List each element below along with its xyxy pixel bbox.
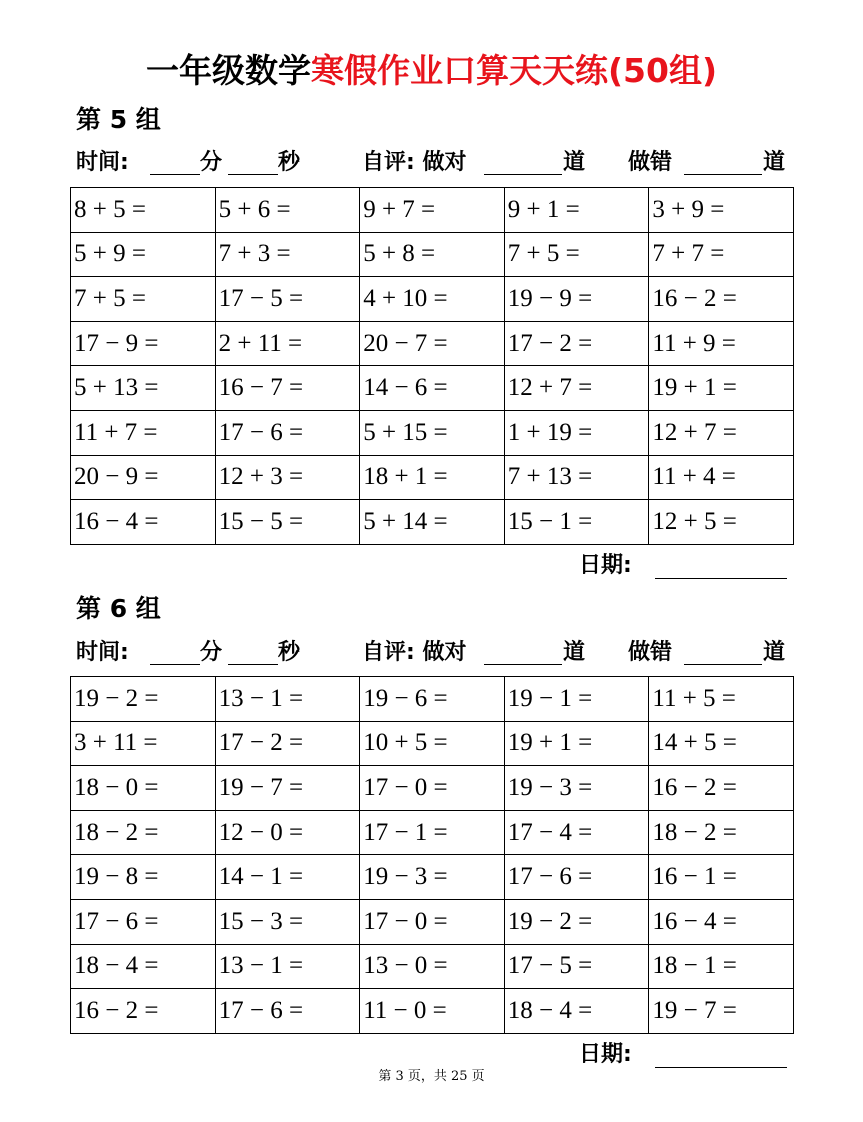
seconds-blank[interactable] [228, 664, 278, 665]
problem-cell[interactable]: 7 + 7 = [649, 232, 794, 277]
problem-cell[interactable]: 18 + 1 = [360, 455, 505, 500]
problem-cell[interactable]: 16 − 4 = [71, 500, 216, 545]
problem-cell[interactable]: 5 + 9 = [71, 232, 216, 277]
problem-cell[interactable]: 15 − 5 = [215, 500, 360, 545]
problem-cell[interactable]: 11 + 7 = [71, 410, 216, 455]
date-blank[interactable] [655, 578, 787, 579]
problem-cell[interactable]: 9 + 7 = [360, 188, 505, 233]
drill-table [70, 676, 794, 1034]
table-row [71, 677, 794, 722]
time-label: 时间: [76, 640, 129, 665]
problem-cell[interactable]: 7 + 5 = [71, 277, 216, 322]
problem-cell[interactable]: 17 − 0 = [360, 766, 505, 811]
problem-cell[interactable]: 15 − 1 = [504, 500, 649, 545]
table-row [71, 855, 794, 900]
problem-cell[interactable]: 19 − 1 = [504, 677, 649, 722]
table-row [71, 410, 794, 455]
problem-cell[interactable]: 16 − 4 = [649, 899, 794, 944]
table-row [71, 188, 794, 233]
problem-cell[interactable]: 8 + 5 = [71, 188, 216, 233]
time-label: 时间: [76, 150, 129, 175]
problem-cell[interactable]: 17 − 6 = [504, 855, 649, 900]
wrong-count-blank[interactable] [684, 174, 762, 175]
drill-table [70, 187, 794, 545]
correct-questions-label: 道 [563, 640, 586, 665]
problem-cell[interactable]: 18 − 4 = [71, 944, 216, 989]
table-row [71, 944, 794, 989]
problem-cell[interactable]: 3 + 11 = [71, 721, 216, 766]
problem-cell[interactable]: 13 − 1 = [215, 677, 360, 722]
problem-cell[interactable]: 17 − 5 = [215, 277, 360, 322]
table-row [71, 989, 794, 1034]
problem-cell[interactable]: 19 − 6 = [360, 677, 505, 722]
meta-row [76, 148, 788, 178]
problem-cell[interactable]: 19 − 9 = [504, 277, 649, 322]
problem-cell[interactable]: 17 − 6 = [215, 410, 360, 455]
meta-row [76, 638, 788, 668]
seconds-label: 秒 [278, 640, 301, 665]
self-eval-label: 自评: 做对 [362, 640, 467, 665]
problem-cell[interactable]: 7 + 13 = [504, 455, 649, 500]
problem-cell[interactable]: 19 − 7 = [649, 989, 794, 1034]
problem-cell[interactable]: 13 − 1 = [215, 944, 360, 989]
problem-cell[interactable]: 9 + 1 = [504, 188, 649, 233]
problem-cell[interactable]: 15 − 3 = [215, 899, 360, 944]
table-row [71, 899, 794, 944]
problem-cell[interactable]: 16 − 2 = [649, 766, 794, 811]
problem-cell[interactable]: 17 − 9 = [71, 321, 216, 366]
problem-cell[interactable]: 18 − 2 = [649, 810, 794, 855]
problem-cell[interactable]: 11 + 9 = [649, 321, 794, 366]
problem-cell[interactable]: 11 − 0 = [360, 989, 505, 1034]
correct-questions-label: 道 [563, 150, 586, 175]
problem-cell[interactable]: 19 − 2 = [504, 899, 649, 944]
title-red-part: 寒假作业口算天天练(50组) [310, 51, 718, 90]
title-black-part: 一年级数学 [145, 51, 311, 90]
correct-count-blank[interactable] [484, 664, 562, 665]
problem-cell[interactable]: 17 − 2 = [504, 321, 649, 366]
problem-cell[interactable]: 16 − 1 = [649, 855, 794, 900]
problem-cell[interactable]: 5 + 15 = [360, 410, 505, 455]
group-title: 第 6 组 [76, 594, 161, 623]
page-title [0, 42, 863, 100]
problem-cell[interactable]: 5 + 8 = [360, 232, 505, 277]
table-row [71, 366, 794, 411]
problem-cell[interactable]: 14 + 5 = [649, 721, 794, 766]
problem-cell[interactable]: 14 − 1 = [215, 855, 360, 900]
problem-cell[interactable]: 5 + 6 = [215, 188, 360, 233]
problem-cell[interactable]: 16 − 2 = [649, 277, 794, 322]
minutes-blank[interactable] [150, 174, 200, 175]
group-title: 第 5 组 [76, 105, 161, 134]
problem-cell[interactable]: 19 − 3 = [360, 855, 505, 900]
problem-cell[interactable]: 5 + 14 = [360, 500, 505, 545]
problem-cell[interactable]: 16 − 7 = [215, 366, 360, 411]
problem-cell[interactable]: 20 − 9 = [71, 455, 216, 500]
problem-cell[interactable]: 14 − 6 = [360, 366, 505, 411]
problem-cell[interactable]: 17 − 1 = [360, 810, 505, 855]
problem-cell[interactable]: 12 + 7 = [504, 366, 649, 411]
problem-cell[interactable]: 12 − 0 = [215, 810, 360, 855]
page-footer: 第 3 页，共 25 页 [378, 1069, 485, 1084]
wrong-label: 做错 [628, 640, 673, 665]
table-row [71, 321, 794, 366]
problem-cell[interactable]: 17 − 6 = [215, 989, 360, 1034]
problem-cell[interactable]: 20 − 7 = [360, 321, 505, 366]
date-row [579, 1040, 789, 1070]
problem-cell[interactable]: 17 − 6 = [71, 899, 216, 944]
problem-cell[interactable]: 7 + 3 = [215, 232, 360, 277]
table-row [71, 500, 794, 545]
problem-cell[interactable]: 17 − 5 = [504, 944, 649, 989]
problem-cell[interactable]: 10 + 5 = [360, 721, 505, 766]
minutes-label: 分 [200, 150, 223, 175]
problem-cell[interactable]: 19 − 2 = [71, 677, 216, 722]
problem-cell[interactable]: 18 − 1 = [649, 944, 794, 989]
problem-cell[interactable]: 19 − 8 = [71, 855, 216, 900]
problem-cell[interactable]: 18 − 2 = [71, 810, 216, 855]
date-label: 日期: [579, 553, 632, 578]
problem-cell[interactable]: 11 + 5 = [649, 677, 794, 722]
wrong-label: 做错 [628, 150, 673, 175]
problem-cell[interactable]: 5 + 13 = [71, 366, 216, 411]
problem-cell[interactable]: 12 + 5 = [649, 500, 794, 545]
seconds-label: 秒 [278, 150, 301, 175]
wrong-questions-label: 道 [763, 150, 786, 175]
problem-cell[interactable]: 1 + 19 = [504, 410, 649, 455]
problem-cell[interactable]: 12 + 3 = [215, 455, 360, 500]
table-row [71, 721, 794, 766]
table-row [71, 232, 794, 277]
minutes-label: 分 [200, 640, 223, 665]
wrong-count-blank[interactable] [684, 664, 762, 665]
problem-cell[interactable]: 3 + 9 = [649, 188, 794, 233]
table-row [71, 277, 794, 322]
problem-cell[interactable]: 11 + 4 = [649, 455, 794, 500]
problem-cell[interactable]: 17 − 4 = [504, 810, 649, 855]
problem-cell[interactable]: 18 − 0 = [71, 766, 216, 811]
wrong-questions-label: 道 [763, 640, 786, 665]
seconds-blank[interactable] [228, 174, 278, 175]
minutes-blank[interactable] [150, 664, 200, 665]
problem-cell[interactable]: 19 + 1 = [649, 366, 794, 411]
problem-cell[interactable]: 19 − 3 = [504, 766, 649, 811]
date-label: 日期: [579, 1042, 632, 1067]
table-row [71, 766, 794, 811]
problem-cell[interactable]: 13 − 0 = [360, 944, 505, 989]
problem-cell[interactable]: 17 − 2 = [215, 721, 360, 766]
self-eval-label: 自评: 做对 [362, 150, 467, 175]
problem-cell[interactable]: 4 + 10 = [360, 277, 505, 322]
problem-cell[interactable]: 12 + 7 = [649, 410, 794, 455]
problem-cell[interactable]: 7 + 5 = [504, 232, 649, 277]
problem-cell[interactable]: 18 − 4 = [504, 989, 649, 1034]
problem-cell[interactable]: 19 + 1 = [504, 721, 649, 766]
problem-cell[interactable]: 19 − 7 = [215, 766, 360, 811]
problem-cell[interactable]: 17 − 0 = [360, 899, 505, 944]
correct-count-blank[interactable] [484, 174, 562, 175]
problem-cell[interactable]: 2 + 11 = [215, 321, 360, 366]
table-row [71, 455, 794, 500]
problem-cell[interactable]: 16 − 2 = [71, 989, 216, 1034]
table-row [71, 810, 794, 855]
date-row [579, 551, 789, 581]
